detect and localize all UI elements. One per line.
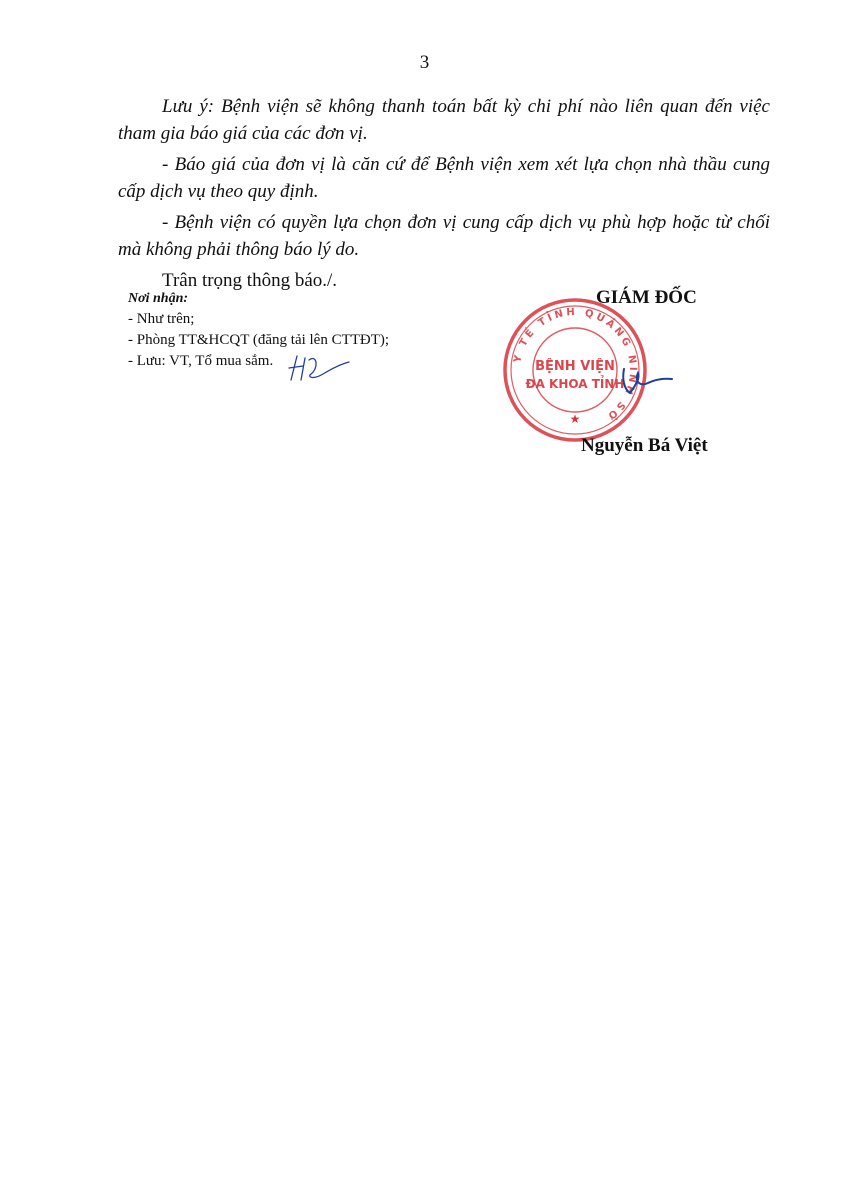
svg-text:★: ★ — [569, 412, 581, 426]
recipient-item: - Như trên; — [128, 311, 195, 327]
page-number: 3 — [419, 52, 430, 73]
signer-name: Nguyễn Bá Việt — [581, 435, 708, 456]
handwritten-signature — [618, 363, 678, 403]
recipient-item: - Phòng TT&HCQT (đăng tải lên CTTĐT); — [128, 332, 390, 348]
initials-mark — [283, 350, 353, 386]
note-paragraph: Lưu ý: Bệnh viện sẽ không thanh toán bất kỳ chi phí nào liên quan đến việc tham gia báo giá của các đơn vị. — [118, 96, 770, 144]
recipients-title: Nơi nhận: — [128, 291, 189, 306]
bullet-paragraph-1: - Báo giá của đơn vị là căn cứ để Bệnh viện xem xét lựa chọn nhà thầu cung cấp dịch vụ theo quy định. — [118, 154, 770, 202]
bullet-paragraph-2: - Bệnh viện có quyền lựa chọn đơn vị cung cấp dịch vụ phù hợp hoặc từ chối mà không phải thông báo lý do. — [118, 212, 770, 260]
signer-title: GIÁM ĐỐC — [596, 287, 697, 308]
svg-text:Y TẾ TỈNH QUẢNG NINH SỞ: Y TẾ TỈNH QUẢNG NINH SỞ — [512, 306, 639, 423]
closing-line: Trân trọng thông báo./. — [162, 270, 338, 291]
recipient-item: - Lưu: VT, Tổ mua sắm. — [128, 353, 274, 369]
svg-text:ĐA KHOA TỈNH: ĐA KHOA TỈNH — [525, 377, 625, 391]
document-body — [118, 93, 770, 294]
svg-text:BỆNH VIỆN: BỆNH VIỆN — [535, 359, 615, 374]
signature-block — [500, 285, 740, 470]
